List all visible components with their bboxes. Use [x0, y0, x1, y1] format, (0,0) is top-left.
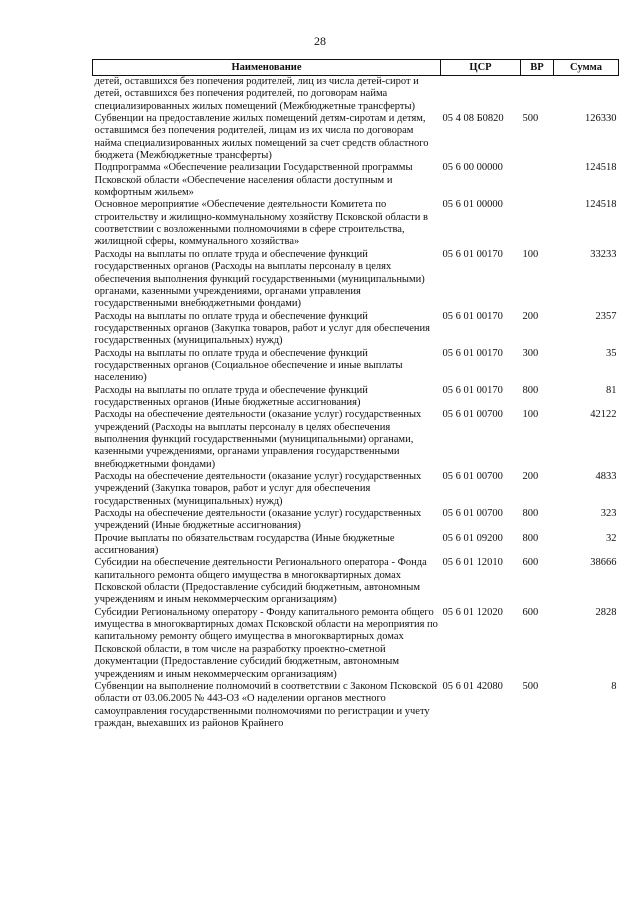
table-row — [93, 199, 619, 248]
cell-name: Прочие выплаты по обязательствам государства (Иные бюджетные ассигнования) — [94, 532, 395, 557]
cell-name: Расходы на выплаты по оплате труда и обеспечение функций государственных органов (Закупка товаров, работ и услуг для обеспечения государственных (муниципальных) нужд) — [94, 310, 430, 347]
cell-vr: 100 — [522, 248, 539, 260]
cell-vr — [521, 76, 554, 114]
cell-vr: 200 — [522, 310, 539, 322]
cell-name: Субсидии Региональному оператору - Фонду капитального ремонта общего имущества в многоквартирных домах Псковской области на мероприятия по капитальному ремонту общего имущества в многоквартирных домах Псковской области, в том числе на разработку проектно-сметной документации (Предоставление субсидий бюджетным, автономным учреждениям и иным некоммерческим организациям) — [94, 606, 438, 680]
table-header-row — [93, 60, 619, 76]
page-number: 28 — [314, 34, 326, 48]
cell-csr: 05 6 00 00000 — [442, 162, 503, 174]
table-row — [93, 681, 619, 730]
cell-csr: 05 4 08 Б0820 — [442, 113, 504, 125]
cell-vr — [521, 162, 554, 199]
cell-sum: 124518 — [585, 162, 617, 174]
cell-name: Субсидии на обеспечение деятельности Регионального оператора - Фонда капитального ремонта общего имущества в многоквартирных домах Псковской области (Предоставление субсидий бюджетным, автономным учреждениям и иным некоммерческим организациям) — [94, 557, 427, 606]
cell-csr: 05 6 01 00170 — [442, 310, 503, 322]
table-row — [93, 113, 619, 162]
table-row — [93, 311, 619, 348]
table-row — [93, 508, 619, 533]
cell-vr: 800 — [522, 384, 539, 396]
cell-csr: 05 6 01 42080 — [442, 680, 503, 692]
cell-name: Подпрограмма «Обеспечение реализации Государственной программы Псковской области «Обеспечение населения области доступным и комфортным жильем» — [94, 162, 413, 199]
cell-sum: 8 — [611, 680, 617, 692]
cell-sum: 323 — [600, 508, 617, 520]
cell-sum: 4833 — [595, 471, 617, 482]
cell-vr: 800 — [522, 508, 539, 520]
cell-sum — [554, 76, 619, 114]
cell-csr: 05 6 01 12020 — [442, 606, 503, 618]
cell-csr — [441, 76, 521, 114]
cell-name: Расходы на обеспечение деятельности (оказание услуг) государственных учреждений (Закупка товаров, работ и услуг для обеспечения государственных (муниципальных) нужд) — [94, 471, 422, 507]
cell-sum: 42122 — [590, 409, 617, 421]
cell-vr: 500 — [522, 680, 539, 692]
cell-vr: 800 — [522, 532, 539, 544]
cell-vr — [521, 199, 554, 248]
table-row — [93, 249, 619, 311]
cell-sum: 35 — [606, 347, 617, 359]
header-vr: ВР — [521, 60, 554, 76]
table-row — [93, 409, 619, 471]
cell-vr: 200 — [522, 471, 539, 482]
budget-table — [92, 59, 619, 730]
cell-name: Расходы на обеспечение деятельности (оказание услуг) государственных учреждений (Иные бюджетные ассигнования) — [94, 508, 422, 532]
cell-csr: 05 6 01 00700 — [442, 508, 503, 520]
cell-sum: 32 — [606, 532, 617, 544]
table-row — [93, 471, 619, 508]
cell-csr: 05 6 01 00170 — [442, 248, 503, 260]
cell-name: Расходы на выплаты по оплате труда и обеспечение функций государственных органов (Социальное обеспечение и иные выплаты населению) — [94, 347, 403, 384]
cell-csr: 05 6 01 00000 — [442, 199, 503, 211]
table-row — [93, 607, 619, 681]
cell-name: детей, оставшихся без попечения родителей, лиц из числа детей-сирот и детей, оставшихся без попечения родителей, по договорам найма специализированных жилых помещений (Межбюджетные трансферты) — [94, 76, 419, 112]
cell-sum: 126330 — [585, 113, 617, 125]
cell-name: Расходы на выплаты по оплате труда и обеспечение функций государственных органов (Иные бюджетные ассигнования) — [94, 384, 368, 408]
cell-csr: 05 6 01 00700 — [442, 471, 503, 482]
cell-vr: 300 — [522, 347, 539, 359]
table-row — [93, 533, 619, 558]
cell-csr: 05 6 01 00170 — [442, 384, 503, 396]
cell-csr: 05 6 01 12010 — [442, 557, 503, 569]
cell-csr: 05 6 01 09200 — [442, 532, 503, 544]
cell-csr: 05 6 01 00700 — [442, 409, 503, 421]
cell-vr: 100 — [522, 409, 539, 421]
table-row — [93, 557, 619, 606]
cell-name: Основное мероприятие «Обеспечение деятельности Комитета по строительству и жилищно-коммунальному хозяйству Псковской области в соответствии с возложенными полномочиями в сфере строительства, жилищной сферы, коммунального хозяйства» — [94, 199, 428, 248]
table-row — [93, 162, 619, 199]
cell-name: Расходы на выплаты по оплате труда и обеспечение функций государственных органов (Расходы на выплаты персоналу в целях обеспечения выполнения функций государственными (муниципальными) органами, казенными учреждениями, органами управления государственными внебюджетными фондами) — [94, 248, 425, 310]
table-row — [93, 76, 619, 114]
cell-vr: 600 — [522, 606, 539, 618]
table-body — [93, 76, 619, 731]
cell-sum: 33233 — [590, 248, 617, 260]
cell-sum: 2828 — [595, 606, 617, 618]
cell-csr: 05 6 01 00170 — [442, 347, 503, 359]
cell-sum: 81 — [606, 384, 617, 396]
table-row — [93, 385, 619, 410]
header-csr: ЦСР — [441, 60, 521, 76]
cell-name: Субвенции на выполнение полномочий в соответствии с Законом Псковской области от 03.06.2005 № 443-ОЗ «О наделении органов местного самоуправления государственными полномочиями по регистрации и учету граждан, выехавших из районов Крайнего — [94, 680, 438, 729]
header-name: Наименование — [93, 60, 441, 76]
cell-sum: 124518 — [585, 199, 617, 211]
cell-name: Расходы на обеспечение деятельности (оказание услуг) государственных учреждений (Расходы на выплаты персоналу в целях обеспечения выполнения функций государственными (муниципальными) органами, казенными учреждениями, органами управления государственными внебюджетными фондами) — [94, 409, 422, 470]
cell-sum: 2357 — [595, 310, 617, 322]
cell-sum: 38666 — [590, 557, 617, 569]
cell-vr: 600 — [522, 557, 539, 569]
header-sum: Сумма — [554, 60, 619, 76]
cell-vr: 500 — [522, 113, 539, 125]
table-row — [93, 348, 619, 385]
cell-name: Субвенции на предоставление жилых помещений детям-сиротам и детям, оставшимся без попечения родителей, лицам из их числа по договорам найма специализированных жилых помещений за счет средств областного бюджета (Межбюджетные трансферты) — [94, 113, 429, 162]
